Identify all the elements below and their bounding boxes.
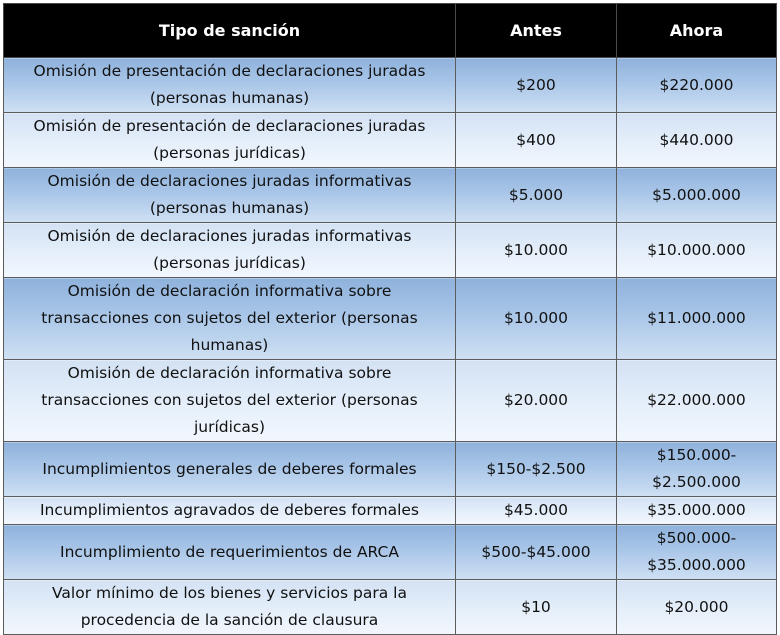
table-row [4,223,777,278]
cell-antes: $45.000 [456,497,617,525]
sanctions-table-container [3,3,776,629]
table-row [4,580,777,635]
table-row [4,168,777,223]
cell-ahora: $5.000.000 [617,168,777,223]
cell-tipo: Incumplimientos agravados de deberes formales [4,497,456,525]
cell-ahora: $20.000 [617,580,777,635]
cell-ahora: $22.000.000 [617,360,777,442]
table-header-row [4,4,777,58]
cell-antes: $10.000 [456,223,617,278]
cell-tipo: Incumplimientos generales de deberes formales [4,442,456,497]
cell-antes: $150-$2.500 [456,442,617,497]
cell-ahora: $220.000 [617,58,777,113]
cell-antes: $20.000 [456,360,617,442]
cell-ahora: $500.000- $35.000.000 [617,525,777,580]
cell-tipo: Incumplimiento de requerimientos de ARCA [4,525,456,580]
table-row [4,113,777,168]
cell-antes: $10 [456,580,617,635]
cell-tipo: Omisión de presentación de declaraciones juradas (personas jurídicas) [4,113,456,168]
table-row [4,525,777,580]
cell-tipo: Omisión de declaración informativa sobre transacciones con sujetos del exterior (personas jurídicas) [4,360,456,442]
cell-antes: $400 [456,113,617,168]
header-tipo: Tipo de sanción [4,4,456,58]
sanctions-table [3,3,777,635]
cell-antes: $5.000 [456,168,617,223]
table-row [4,278,777,360]
cell-ahora: $150.000- $2.500.000 [617,442,777,497]
cell-tipo: Omisión de declaraciones juradas informativas (personas jurídicas) [4,223,456,278]
cell-ahora: $35.000.000 [617,497,777,525]
cell-ahora: $11.000.000 [617,278,777,360]
header-antes: Antes [456,4,617,58]
cell-antes: $10.000 [456,278,617,360]
cell-tipo: Valor mínimo de los bienes y servicios para la procedencia de la sanción de clausura [4,580,456,635]
cell-tipo: Omisión de presentación de declaraciones juradas (personas humanas) [4,58,456,113]
table-row [4,360,777,442]
cell-ahora: $10.000.000 [617,223,777,278]
header-ahora: Ahora [617,4,777,58]
table-row [4,497,777,525]
table-row [4,58,777,113]
cell-tipo: Omisión de declaraciones juradas informativas (personas humanas) [4,168,456,223]
table-row [4,442,777,497]
cell-tipo: Omisión de declaración informativa sobre transacciones con sujetos del exterior (personas humanas) [4,278,456,360]
cell-ahora: $440.000 [617,113,777,168]
cell-antes: $200 [456,58,617,113]
cell-antes: $500-$45.000 [456,525,617,580]
